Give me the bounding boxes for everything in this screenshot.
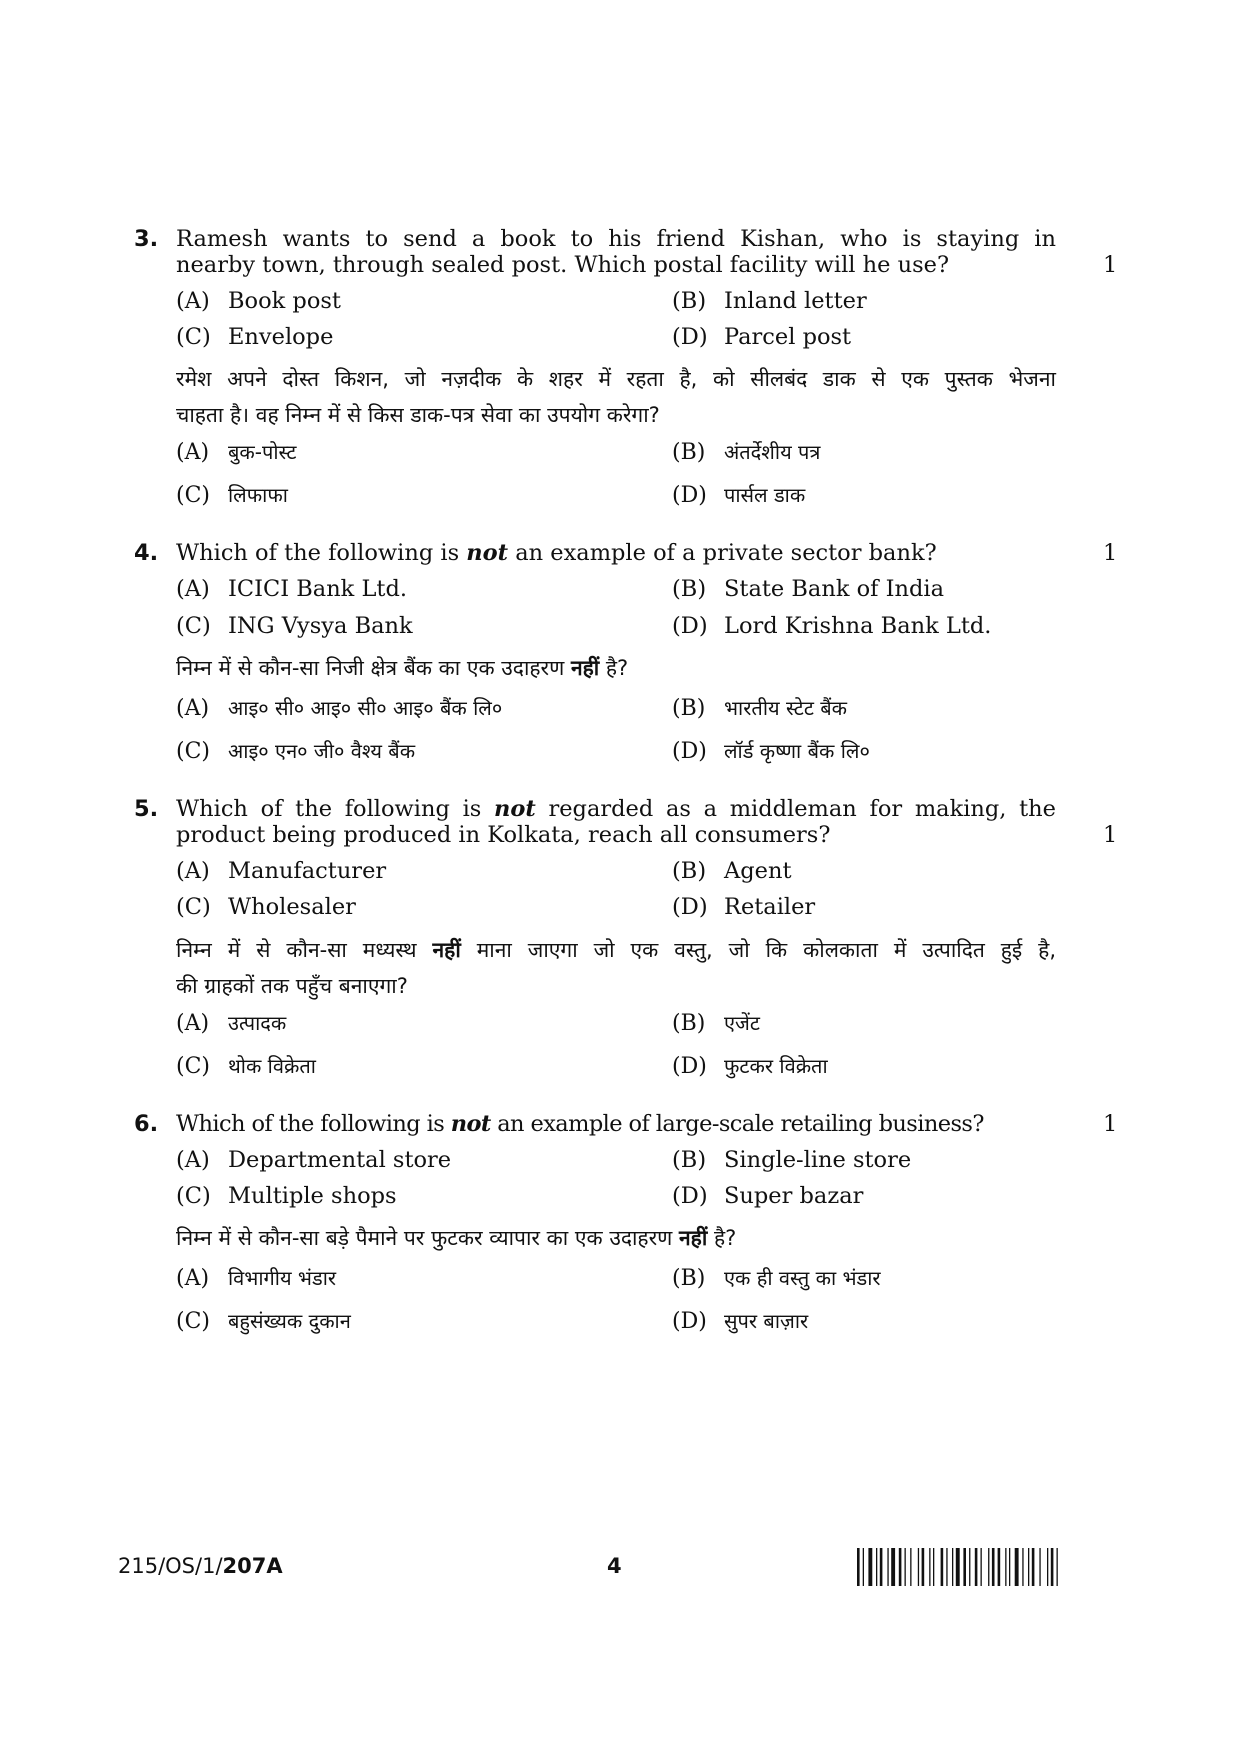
option-d-hindi <box>672 1052 828 1081</box>
option-letter: (C) <box>176 613 211 639</box>
option-c-hindi <box>176 481 288 510</box>
barcode-bar <box>857 1548 860 1586</box>
option-text: आइ० सी० आइ० सी० आइ० बैंक लि० <box>228 696 503 720</box>
barcode-bar <box>910 1548 911 1586</box>
barcode-bar <box>941 1548 944 1586</box>
option-c <box>176 893 356 922</box>
option-text: ICICI Bank Ltd. <box>228 576 408 602</box>
option-a <box>176 857 386 886</box>
option-d <box>672 612 991 641</box>
barcode-bar <box>1032 1548 1035 1586</box>
option-text: आइ० एन० जी० वैश्य बैंक <box>228 739 416 763</box>
emphasis-not: not <box>450 1111 491 1137</box>
option-letter: (C) <box>176 324 211 350</box>
question-text: है? <box>707 1226 737 1250</box>
option-c <box>176 612 413 641</box>
option-text: Departmental store <box>228 1147 452 1173</box>
option-letter: (B) <box>672 1011 706 1036</box>
page-number: 4 <box>607 1554 622 1578</box>
barcode-bar <box>868 1548 872 1586</box>
option-d-hindi <box>672 481 805 510</box>
option-text: Super bazar <box>724 1183 864 1209</box>
question-number: 3. <box>134 226 159 252</box>
option-letter: (A) <box>176 576 210 602</box>
option-letter: (A) <box>176 1266 210 1291</box>
option-text: Agent <box>724 858 792 884</box>
option-text: Retailer <box>724 894 816 920</box>
barcode-bar <box>887 1548 888 1586</box>
option-letter: (B) <box>672 696 706 721</box>
option-letter: (C) <box>176 739 210 764</box>
barcode-image <box>857 1548 1117 1586</box>
option-text: State Bank of India <box>724 576 945 602</box>
option-b <box>672 1146 911 1175</box>
option-text: लॉर्ड कृष्णा बैंक लि० <box>724 739 870 763</box>
emphasis-not: not <box>494 796 536 822</box>
paper-code-prefix: 215/OS/1/ <box>118 1554 223 1578</box>
question-text-line <box>176 539 1056 568</box>
option-text: Manufacturer <box>228 858 387 884</box>
marks: 1 <box>1103 540 1118 566</box>
option-text: विभागीय भंडार <box>228 1266 337 1290</box>
barcode-bar <box>1057 1548 1058 1586</box>
option-letter: (B) <box>672 1266 706 1291</box>
question-text-hindi-line <box>176 1220 1056 1257</box>
question-text-hindi-line <box>176 650 1056 687</box>
question-text-line: Ramesh wants to send a book to his friend Kishan, who is staying in <box>176 226 1056 252</box>
question-number: 5. <box>134 796 159 822</box>
question-text-hindi-line <box>176 932 1056 969</box>
option-a-hindi <box>176 1009 286 1038</box>
option-text: Lord Krishna Bank Ltd. <box>724 613 992 639</box>
barcode-bar <box>969 1548 970 1586</box>
option-letter: (C) <box>176 894 211 920</box>
barcode-bar <box>880 1548 883 1586</box>
question-text: Which of the following is <box>176 796 495 822</box>
barcode-bar <box>998 1548 1001 1586</box>
option-b-hindi <box>672 1009 760 1038</box>
barcode-bar <box>956 1548 960 1586</box>
question-text: निम्न में से कौन-सा मध्यस्थ <box>176 938 433 962</box>
question-text: an example of large-scale retailing business? <box>490 1111 984 1137</box>
option-b-hindi <box>672 1264 881 1293</box>
option-letter: (B) <box>672 858 707 884</box>
option-text: बहुसंख्यक दुकान <box>228 1309 351 1333</box>
option-text: Inland letter <box>724 288 867 314</box>
option-text: एजेंट <box>724 1011 760 1035</box>
option-text: Parcel post <box>724 324 852 350</box>
option-text: उत्पादक <box>228 1011 287 1035</box>
option-letter: (C) <box>176 1054 210 1079</box>
option-letter: (C) <box>176 483 210 508</box>
option-d-hindi <box>672 737 870 766</box>
barcode-bar <box>1009 1548 1010 1586</box>
question-text: निम्न में से कौन-सा बड़े पैमाने पर फुटकर व्यापार का एक उदाहरण <box>176 1226 680 1250</box>
option-a-hindi <box>176 438 296 467</box>
barcode-bar <box>952 1548 953 1586</box>
option-letter: (A) <box>176 440 210 465</box>
question-number: 6. <box>134 1111 159 1137</box>
option-a-hindi <box>176 1264 336 1293</box>
option-text: Single-line store <box>724 1147 912 1173</box>
option-c-hindi <box>176 1307 351 1336</box>
option-letter: (B) <box>672 1147 707 1173</box>
question-text: Which of the following is <box>176 1111 451 1137</box>
question-number: 4. <box>134 540 159 566</box>
barcode-bar <box>988 1548 989 1586</box>
question-text: Which of the following is <box>176 540 467 566</box>
option-letter: (C) <box>176 1183 211 1209</box>
barcode-bar <box>975 1548 978 1586</box>
option-b <box>672 857 792 886</box>
barcode-bar <box>899 1548 902 1586</box>
barcode-bar <box>918 1548 919 1586</box>
option-letter: (A) <box>176 1011 210 1036</box>
question-text: an example of a private sector bank? <box>508 540 937 566</box>
marks: 1 <box>1103 1111 1118 1137</box>
question-text-hindi-line: चाहता है। वह निम्न में से किस डाक-पत्र सेवा का उपयोग करेगा? <box>176 403 660 427</box>
barcode-bar <box>946 1548 947 1586</box>
option-letter: (D) <box>672 1183 708 1209</box>
option-a <box>176 575 407 604</box>
option-d <box>672 893 815 922</box>
question-text-line: nearby town, through sealed post. Which postal facility will he use? <box>176 252 950 278</box>
barcode-bar <box>981 1548 982 1586</box>
question-text-line <box>176 1110 1056 1139</box>
barcode-bar <box>992 1548 995 1586</box>
option-a <box>176 1146 451 1175</box>
option-text: लिफाफा <box>228 483 288 507</box>
question-text-line: product being produced in Kolkata, reach all consumers? <box>176 822 831 848</box>
question-text-hindi-line: रमेश अपने दोस्त किशन, जो नज़दीक के शहर में रहता है, को सीलबंद डाक से एक पुस्तक भेजना <box>176 367 1056 391</box>
barcode-bar <box>891 1548 895 1586</box>
option-letter: (B) <box>672 288 707 314</box>
option-text: Multiple shops <box>228 1183 397 1209</box>
option-letter: (D) <box>672 324 708 350</box>
option-letter: (A) <box>176 858 210 884</box>
option-c <box>176 1182 397 1211</box>
barcode-bar <box>1022 1548 1023 1586</box>
option-text: ING Vysya Bank <box>228 613 413 639</box>
question-text-hindi-line: की ग्राहकों तक पहुँच बनाएगा? <box>176 974 408 998</box>
option-text: पार्सल डाक <box>724 483 806 507</box>
option-letter: (D) <box>672 613 708 639</box>
option-a <box>176 287 341 316</box>
option-d-hindi <box>672 1307 808 1336</box>
emphasis-not: नहीं <box>679 1226 708 1250</box>
question-text: regarded as a middleman for making, the <box>535 796 1056 822</box>
option-letter: (B) <box>672 576 707 602</box>
barcode-bar <box>929 1548 930 1586</box>
option-c-hindi <box>176 1052 316 1081</box>
question-text: माना जाएगा जो एक वस्तु, जो कि कोलकाता में उत्पादित हुई है, <box>460 938 1056 962</box>
emphasis-not: नहीं <box>432 938 461 962</box>
option-letter: (D) <box>672 1054 707 1079</box>
question-text-line <box>176 795 1056 824</box>
option-letter: (A) <box>176 696 210 721</box>
option-c <box>176 323 333 352</box>
barcode-bar <box>933 1548 934 1586</box>
option-c-hindi <box>176 737 415 766</box>
barcode-bar <box>876 1548 877 1586</box>
emphasis-not: not <box>466 540 509 566</box>
option-a-hindi <box>176 694 502 723</box>
barcode-bar <box>1039 1548 1040 1586</box>
option-letter: (A) <box>176 1147 210 1173</box>
option-text: एक ही वस्तु का भंडार <box>724 1266 881 1290</box>
paper-code <box>118 1554 283 1578</box>
option-b-hindi <box>672 438 820 467</box>
barcode-bar <box>905 1548 906 1586</box>
marks: 1 <box>1103 252 1118 278</box>
barcode-bar <box>963 1548 966 1586</box>
barcode-bar <box>922 1548 925 1586</box>
option-text: अंतर्देशीय पत्र <box>724 440 821 464</box>
option-d <box>672 1182 863 1211</box>
question-text: है? <box>599 656 629 680</box>
option-b <box>672 575 944 604</box>
paper-code-set: 207A <box>222 1554 283 1578</box>
question-text: निम्न में से कौन-सा निजी क्षेत्र बैंक का एक उदाहरण <box>176 656 571 680</box>
option-letter: (A) <box>176 288 210 314</box>
option-d <box>672 323 851 352</box>
option-letter: (D) <box>672 739 707 764</box>
barcode-bar <box>863 1548 864 1586</box>
option-letter: (C) <box>176 1309 210 1334</box>
option-b-hindi <box>672 694 847 723</box>
option-letter: (D) <box>672 483 707 508</box>
option-letter: (B) <box>672 440 706 465</box>
marks: 1 <box>1103 822 1118 848</box>
emphasis-not: नहीं <box>570 656 600 680</box>
option-b <box>672 287 867 316</box>
option-text: बुक-पोस्ट <box>228 440 297 464</box>
barcode-bar <box>1015 1548 1019 1586</box>
barcode-bar <box>1028 1548 1029 1586</box>
option-text: फुटकर विक्रेता <box>724 1054 828 1078</box>
option-letter: (D) <box>672 1309 707 1334</box>
option-text: सुपर बाज़ार <box>724 1309 809 1333</box>
barcode-bar <box>1005 1548 1006 1586</box>
barcode-bar <box>1047 1548 1048 1586</box>
option-text: Envelope <box>228 324 334 350</box>
option-text: Book post <box>228 288 341 314</box>
option-text: थोक विक्रेता <box>228 1054 316 1078</box>
option-text: भारतीय स्टेट बैंक <box>724 696 848 720</box>
option-letter: (D) <box>672 894 708 920</box>
option-text: Wholesaler <box>228 894 356 920</box>
barcode-bar <box>1051 1548 1054 1586</box>
